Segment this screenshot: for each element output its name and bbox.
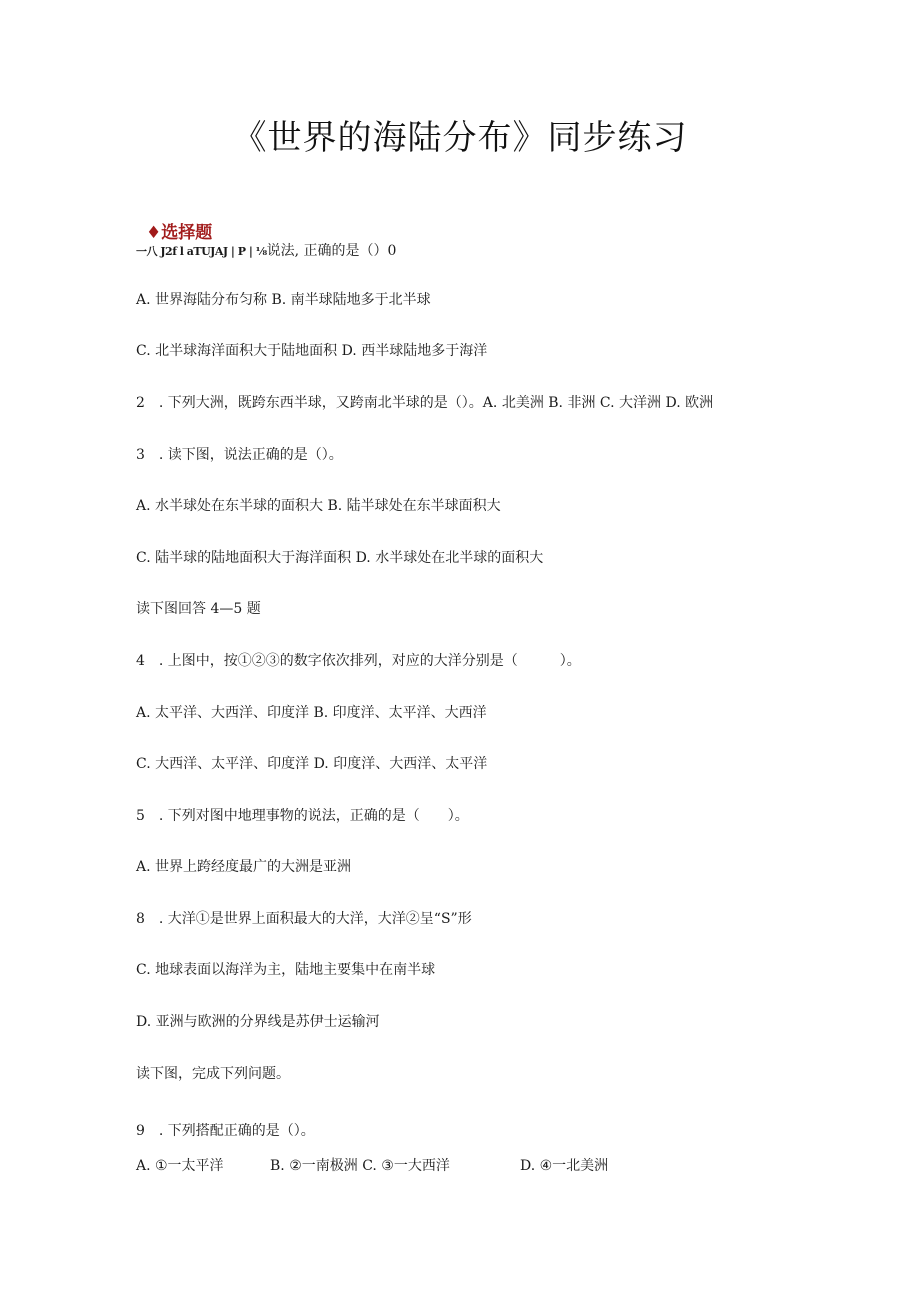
question-3-options-ab: A. 水半球处在东半球的面积大 B. 陆半球处在东半球面积大 bbox=[136, 498, 501, 514]
question-5-option-b: 8 . 大洋①是世界上面积最大的大洋，大洋②呈“S”形 bbox=[136, 911, 472, 927]
question-1-options-cd: C. 北半球海洋面积大于陆地面积 D. 西半球陆地多于海洋 bbox=[136, 343, 488, 359]
question-2: 2 . 下列大洲，既跨东西半球，又跨南北半球的是（）。A. 北美洲 B. 非洲 C. 大洋洲 D. 欧洲 bbox=[136, 395, 714, 411]
question-3: 3 . 读下图，说法正确的是（）。 bbox=[136, 447, 343, 463]
question-4-options-ab: A. 太平洋、大西洋、印度洋 B. 印度洋、太平洋、大西洋 bbox=[136, 705, 487, 721]
question-9-option-a: A. ①一太平洋 bbox=[136, 1158, 224, 1174]
question-5-option-a: A. 世界上跨经度最广的大洲是亚洲 bbox=[136, 859, 352, 875]
question-9-options bbox=[136, 1156, 608, 1176]
section-label: 选择题 bbox=[161, 223, 213, 243]
question-1-options-ab: A. 世界海陆分布匀称 B. 南半球陆地多于北半球 bbox=[136, 292, 431, 308]
intro-question-9: 读下图，完成下列问题。 bbox=[136, 1066, 290, 1082]
question-1-garbled-text: 一八 J2f l aTUJAJ | P | ⅛ bbox=[136, 245, 267, 258]
question-9-option-d: D. ④一北美洲 bbox=[520, 1158, 609, 1174]
question-4-options-cd: C. 大西洋、太平洋、印度洋 D. 印度洋、大西洋、太平洋 bbox=[136, 756, 488, 772]
question-5-option-c: C. 地球表面以海洋为主，陆地主要集中在南半球 bbox=[136, 962, 436, 978]
diamond-icon: ♦ bbox=[146, 223, 162, 243]
question-5-option-d: D. 亚洲与欧洲的分界线是苏伊士运输河 bbox=[136, 1014, 380, 1030]
question-1-text: 说法, 正确的是（）0 bbox=[266, 243, 397, 259]
question-3-options-cd: C. 陆半球的陆地面积大于海洋面积 D. 水半球处在北半球的面积大 bbox=[136, 550, 544, 566]
page-title: 《世界的海陆分布》同步练习 bbox=[232, 118, 688, 158]
question-9: 9 . 下列搭配正确的是（）。 bbox=[136, 1123, 315, 1139]
question-5: 5 . 下列对图中地理事物的说法，正确的是（ ）。 bbox=[136, 808, 469, 824]
question-1 bbox=[136, 241, 396, 262]
section-heading bbox=[146, 218, 212, 243]
question-4: 4 . 上图中，按①②③的数字依次排列，对应的大洋分别是（ ）。 bbox=[136, 653, 581, 669]
intro-questions-4-5: 读下图回答 4—5 题 bbox=[136, 601, 261, 617]
question-9-option-bc: B. ②一南极洲 C. ③一大西洋 bbox=[270, 1158, 450, 1174]
